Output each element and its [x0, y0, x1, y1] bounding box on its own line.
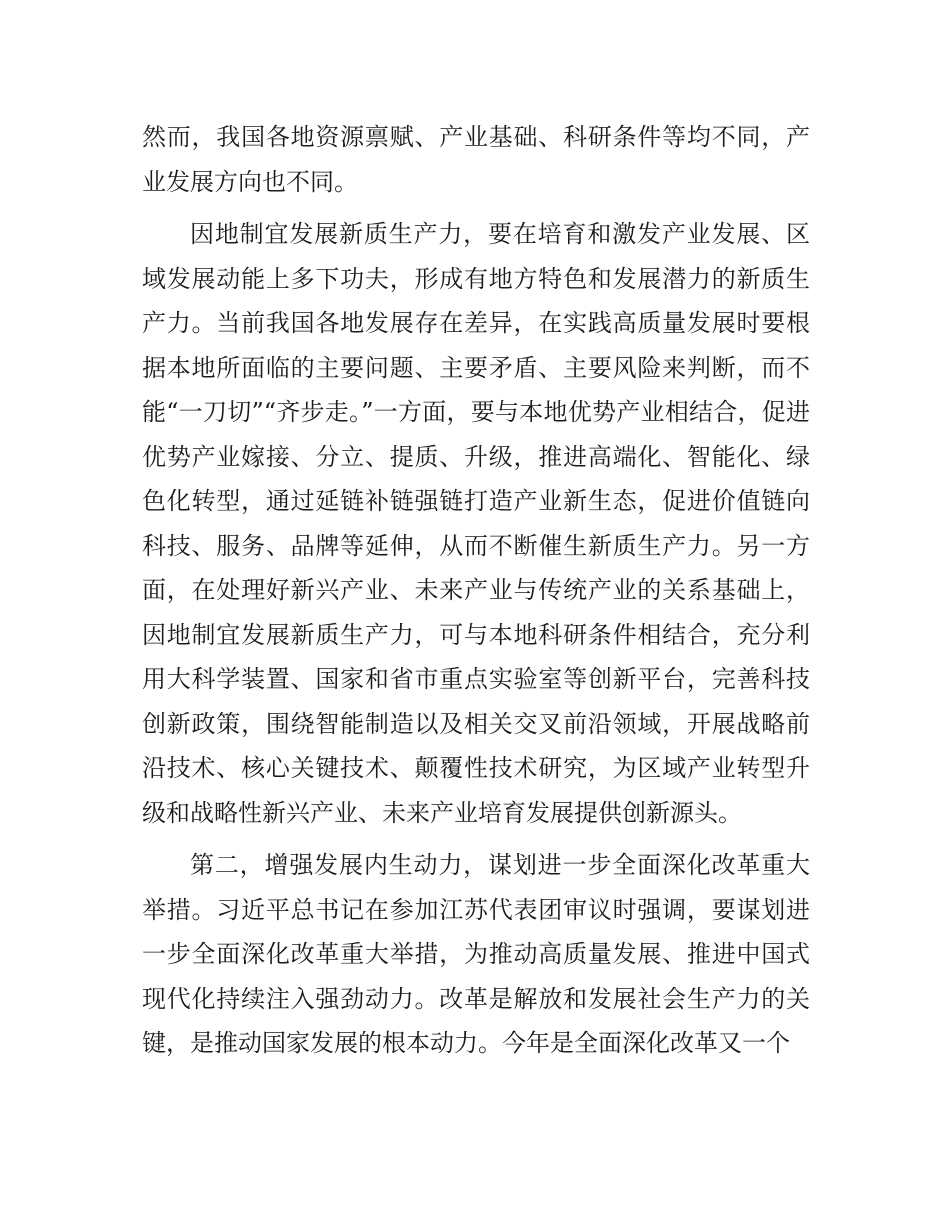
document-body — [142, 115, 810, 1074]
paragraph-2: 因地制宜发展新质生产力，要在培育和激发产业发展、区域发展动能上多下功夫，形成有地方特色和发展潜力的新质生产力。当前我国各地发展存在差异，在实践高质量发展时要根据本地所面临的主要问题、主要矛盾、主要风险来判断，而不能“一刀切”“齐步走。”一方面，要与本地优势产业相结合，促进优势产业嫁接、分立、提质、升级，推进高端化、智能化、绿色化转型，通过延链补链强链打造产业新生态，促进价值链向科技、服务、品牌等延伸，从而不断催生新质生产力。另一方面，在处理好新兴产业、未来产业与传统产业的关系基础上，因地制宜发展新质生产力，可与本地科研条件相结合，充分利用大科学装置、国家和省市重点实验室等创新平台，完善科技创新政策，围绕智能制造以及相关交叉前沿领域，开展战略前沿技术、核心关键技术、颠覆性技术研究，为区域产业转型升级和战略性新兴产业、未来产业培育发展提供创新源头。 — [142, 220, 810, 827]
paragraph-3: 第二，增强发展内生动力，谋划进一步全面深化改革重大举措。习近平总书记在参加江苏代表团审议时强调，要谋划进一步全面深化改革重大举措，为推动高质量发展、推进中国式现代化持续注入强劲动力。改革是解放和发展社会生产力的关键，是推动国家发展的根本动力。今年是全面深化改革又一个 — [142, 851, 810, 1057]
paragraph-1: 然而，我国各地资源禀赋、产业基础、科研条件等均不同，产业发展方向也不同。 — [142, 123, 810, 196]
